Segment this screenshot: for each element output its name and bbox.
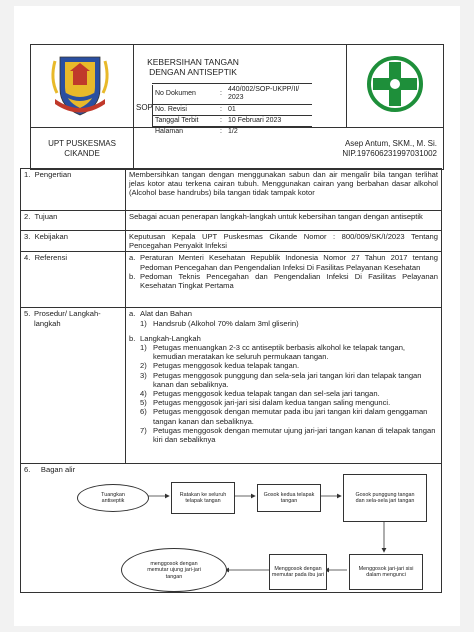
section-label: Prosedur/ Langkah-langkah — [34, 309, 101, 328]
section-label-cell — [21, 211, 126, 231]
flow-node-text: Menggosok jari-jari sisi dalam mengunci — [358, 566, 414, 579]
section-label: Tujuan — [34, 212, 58, 221]
flow-node-text: Menggosok dengan memutar pada ibu jari — [271, 566, 325, 579]
doc-info-value: 10 Februari 2023 — [228, 116, 312, 127]
flow-node-text: Gosok punggung tangan dan sela-sela jari tangan — [355, 492, 415, 505]
doc-info-sep: : — [220, 105, 228, 116]
flow-node-text: Gosok kedua telapak tangan — [263, 492, 315, 505]
section-number: 2. — [24, 212, 31, 221]
flow-node — [269, 554, 327, 590]
doc-info-value: 01 — [228, 105, 312, 116]
alat-item: Handsrub (Alkohol 70% dalam 3ml gliserin) — [153, 318, 299, 328]
step-text: Petugas menggosok punggung dan sela-sela jari tangan kiri dan telapak tangan kanan dan sebaliknya. — [153, 370, 422, 389]
logo-cell — [31, 45, 134, 128]
kebijakan-text: Keputusan Kepala UPT Puskesmas Cikande Nomor : 800/009/SK/I/2023 Tentang Pencegahan Penyakit Infeksi — [126, 231, 442, 252]
doc-info-sep: : — [220, 84, 228, 105]
step-text: Petugas menggosok kedua telapak tangan dan sel-sela jari tangan. — [153, 389, 380, 399]
section-number: 6. — [24, 465, 31, 475]
step-number: 7) — [140, 425, 147, 435]
list-marker: a. — [129, 309, 136, 319]
section-label-cell — [21, 231, 126, 252]
doc-info-label: No Dokumen — [152, 84, 220, 105]
steps-list — [129, 343, 438, 444]
list-marker: b. — [129, 271, 136, 281]
step-number: 6) — [140, 407, 147, 417]
section-label: Bagan alir — [40, 465, 76, 475]
section-number: 5. — [24, 309, 31, 319]
signer-name: Asep Antum, SKM., M. Si. — [344, 139, 437, 148]
section-number: 4. — [24, 253, 31, 263]
document-page — [14, 6, 460, 626]
flow-node — [349, 554, 423, 590]
unit-cell — [31, 128, 134, 170]
langkah-title: Langkah-Langkah — [140, 333, 201, 343]
doc-info-sep: : — [220, 127, 228, 138]
step-number: 2) — [140, 361, 147, 371]
step-number: 1) — [140, 343, 147, 353]
sop-body-table — [20, 168, 442, 593]
doc-info-label: No. Revisi — [152, 105, 220, 116]
step-text: Petugas menggosok jari-jari sisi dalam kedua tangan saling mengunci. — [153, 398, 391, 408]
prosedur-cell — [126, 308, 442, 464]
step-number: 5) — [140, 398, 147, 408]
unit-name: UPT PUSKESMAS CIKANDE — [48, 139, 116, 158]
flow-node-text: Tuangkan antiseptik — [101, 492, 125, 505]
flow-node — [343, 474, 427, 522]
list-marker: b. — [129, 333, 136, 343]
section-number: 3. — [24, 232, 31, 241]
header-table — [30, 44, 444, 170]
step-text: Petugas menggosok dengan memutar ujung jari-jari tangan kanan di telapak tangan kiri dan sebaliknya — [153, 425, 436, 445]
section-label-cell — [21, 308, 126, 464]
pengertian-text: Membersihkan tangan dengan menggunakan sabun dan air mengalir bila tangan terlihat jelas kotor atau terkena cairan tubuh. Menggunakan cairan yang berbahan dasar alkohol (Alcohol base handrubs) bila tangan tidak tampak kotor — [126, 169, 442, 211]
document-title: KEBERSIHAN TANGAN DENGAN ANTISEPTIK — [147, 57, 239, 77]
puskesmas-logo-icon — [363, 52, 427, 116]
flow-node — [171, 482, 235, 514]
section-label: Kebijakan — [34, 232, 68, 241]
flow-node — [257, 484, 321, 512]
alat-title: Alat dan Bahan — [140, 309, 192, 319]
bagan-alir-cell — [21, 464, 442, 593]
doc-info-label: Halaman — [152, 127, 220, 138]
flow-node-text: Ratakan ke seluruh telapak tangan — [179, 492, 227, 505]
list-marker: a. — [129, 253, 136, 263]
sop-label: SOP — [136, 103, 153, 112]
section-label: Referensi — [34, 253, 68, 263]
doc-info-value: 1/2 — [228, 127, 312, 138]
doc-info-sep: : — [220, 116, 228, 127]
step-text: Petugas menggosok kedua telapak tangan. — [153, 361, 300, 371]
step-text: Petugas menuangkan 2-3 cc antiseptik berbasis alkohol ke telapak tangan, kemudian meratakan ke seluruh permukaan tangan. — [153, 343, 406, 362]
doc-info-value: 440/002/SOP-UKPP/II/ 2023 — [228, 84, 312, 105]
section-label-cell — [21, 252, 126, 308]
regency-crest-icon — [33, 49, 127, 119]
signer-nip: NIP.197606231997031002 — [342, 148, 437, 158]
doc-info-table — [152, 83, 312, 137]
list-marker: 1) — [140, 318, 147, 328]
tujuan-text: Sebagai acuan penerapan langkah-langkah untuk kebersihan tangan dengan antiseptik — [126, 211, 442, 231]
referensi-a: Peraturan Menteri Kesehatan Republik Indonesia Nomor 27 Tahun 2017 tentang Pedoman Pencegahan dan Pengendalian Infeksi Di Fasilitas Pelayanan Kesehatan — [140, 253, 438, 272]
step-text: Petugas menggosok dengan memutar pada ibu jari tangan kiri dalam genggaman tangan kanan dan sebaliknya. — [153, 407, 428, 426]
referensi-cell — [126, 252, 442, 308]
section-number: 1. — [24, 170, 31, 179]
step-number: 3) — [140, 370, 147, 380]
flow-node-text: menggosok dengan memutar ujung jari-jari tangan — [147, 561, 201, 580]
title-cell — [134, 45, 347, 135]
referensi-b: Pedoman Teknis Pencegahan dan Pengendalian Infeksi Di Fasilitas Pelayanan Kesehatan Tingkat Pertama — [140, 271, 438, 291]
puskesmas-logo-cell — [347, 45, 444, 128]
doc-info-label: Tanggal Terbit — [152, 116, 220, 127]
section-label: Pengertian — [34, 170, 72, 179]
step-number: 4) — [140, 389, 147, 399]
section-label-cell — [21, 169, 126, 211]
